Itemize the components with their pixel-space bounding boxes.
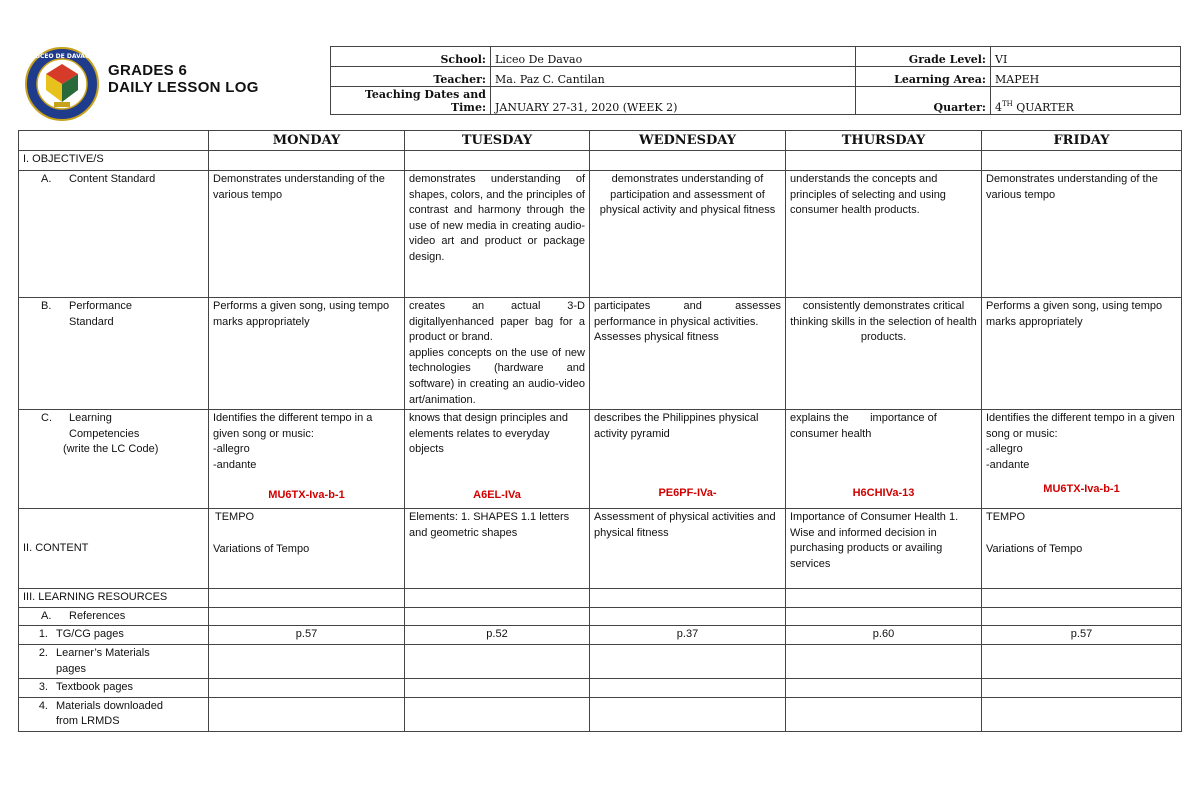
performance-standard-thursday: consistently demonstrates critical thinking skills in the selection of health products.	[786, 298, 982, 410]
svg-text:LICEO DE DAVAO: LICEO DE DAVAO	[33, 53, 91, 60]
lc-tuesday: knows that design principles and elements relates to everyday objects A6EL-IVa	[405, 410, 590, 509]
school-label: School:	[331, 47, 491, 67]
row-label-content-standard: A. Content Standard	[19, 171, 209, 298]
row-label-learning-competencies: C. Learning Competencies (write the LC Code)	[19, 410, 209, 509]
row-label-references: A. References	[19, 607, 209, 626]
row-label-materials-lrmds: 4. Materials downloaded from LRMDS	[19, 697, 209, 731]
teacher-label: Teacher:	[331, 67, 491, 87]
content-standard-thursday: understands the concepts and principles of selecting and using consumer health products.	[786, 171, 982, 298]
content-wednesday: Assessment of physical activities and physical fitness	[590, 509, 786, 589]
tg-pages-tuesday: p.52	[405, 626, 590, 645]
quarter-label: Quarter:	[856, 87, 991, 115]
performance-standard-monday: Performs a given song, using tempo marks appropriately	[209, 298, 405, 410]
section-content: II. CONTENT	[19, 509, 209, 589]
content-monday: TEMPO Variations of Tempo	[209, 509, 405, 589]
day-header-thursday: THURSDAY	[786, 131, 982, 151]
grade-level-value: VI	[991, 47, 1181, 67]
header-info-table	[330, 46, 1181, 115]
school-value: Liceo De Davao	[491, 47, 856, 67]
grade-level-label: Grade Level:	[856, 47, 991, 67]
content-thursday: Importance of Consumer Health 1. Wise and informed decision in purchasing products or availing services	[786, 509, 982, 589]
content-standard-tuesday: demonstrates understanding of shapes, colors, and the principles of contrast and harmony through the use of new media in creating audio-video art and product or package design.	[405, 171, 590, 298]
lc-code-monday: MU6TX-Iva-b-1	[268, 488, 345, 501]
learning-area-value: MAPEH	[991, 67, 1181, 87]
row-label-tg-pages: 1. TG/CG pages	[19, 626, 209, 645]
tg-pages-wednesday: p.37	[590, 626, 786, 645]
school-logo	[24, 46, 100, 122]
tg-pages-thursday: p.60	[786, 626, 982, 645]
content-tuesday: Elements: 1. SHAPES 1.1 letters and geometric shapes	[405, 509, 590, 589]
performance-standard-friday: Performs a given song, using tempo marks appropriately	[982, 298, 1182, 410]
day-header-monday: MONDAY	[209, 131, 405, 151]
performance-standard-tuesday: creates an actual 3-D digitallyenhanced paper bag for a product or brand. applies concepts on the use of new technologies (hardware and software) in creating an audio-video art/animation.	[405, 298, 590, 410]
content-standard-friday: Demonstrates understanding of the various tempo	[982, 171, 1182, 298]
learning-area-label: Learning Area:	[856, 67, 991, 87]
row-label-performance-standard: B. Performance Standard	[19, 298, 209, 410]
row-label-learners-materials: 2. Learner’s Materials pages	[19, 644, 209, 678]
content-standard-wednesday: demonstrates understanding of participation and assessment of physical activity and physical fitness	[590, 171, 786, 298]
lc-monday: Identifies the different tempo in a given song or music: -allegro -andante MU6TX-Iva-b-1	[209, 410, 405, 509]
quarter-value: 4TH QUARTER	[991, 87, 1181, 115]
section-learning-resources: III. LEARNING RESOURCES	[19, 589, 209, 608]
lc-friday: Identifies the different tempo in a given song or music: -allegro -andante MU6TX-Iva-b-1	[982, 410, 1182, 509]
teaching-dates-value: JANUARY 27-31, 2020 (WEEK 2)	[491, 87, 856, 115]
lc-code-wednesday: PE6PF-IVa-	[658, 487, 717, 500]
title-grade: GRADES 6	[108, 62, 188, 79]
day-header-wednesday: WEDNESDAY	[590, 131, 786, 151]
teaching-dates-label: Teaching Dates and Time:	[331, 87, 491, 115]
lc-code-tuesday: A6EL-IVa	[473, 488, 521, 501]
content-standard-monday: Demonstrates understanding of the various tempo	[209, 171, 405, 298]
content-friday: TEMPO Variations of Tempo	[982, 509, 1182, 589]
day-header-tuesday: TUESDAY	[405, 131, 590, 151]
section-objectives: I. OBJECTIVE/S	[19, 151, 209, 171]
teacher-value: Ma. Paz C. Cantilan	[491, 67, 856, 87]
day-header-friday: FRIDAY	[982, 131, 1182, 151]
lc-code-thursday: H6CHIVa-13	[852, 487, 915, 500]
performance-standard-wednesday: participates and assesses performance in physical activities. Assesses physical fitness	[590, 298, 786, 410]
title-log: DAILY LESSON LOG	[108, 79, 259, 96]
lc-code-friday: MU6TX-Iva-b-1	[1043, 482, 1120, 495]
tg-pages-monday: p.57	[209, 626, 405, 645]
lesson-log-table	[18, 130, 1182, 732]
lc-wednesday: describes the Philippines physical activity pyramid PE6PF-IVa-	[590, 410, 786, 509]
lc-thursday: explains the importance of consumer health H6CHIVa-13	[786, 410, 982, 509]
lesson-log-title	[108, 62, 259, 96]
row-label-textbook-pages: 3. Textbook pages	[19, 679, 209, 698]
corner-cell	[19, 131, 209, 151]
tg-pages-friday: p.57	[982, 626, 1182, 645]
